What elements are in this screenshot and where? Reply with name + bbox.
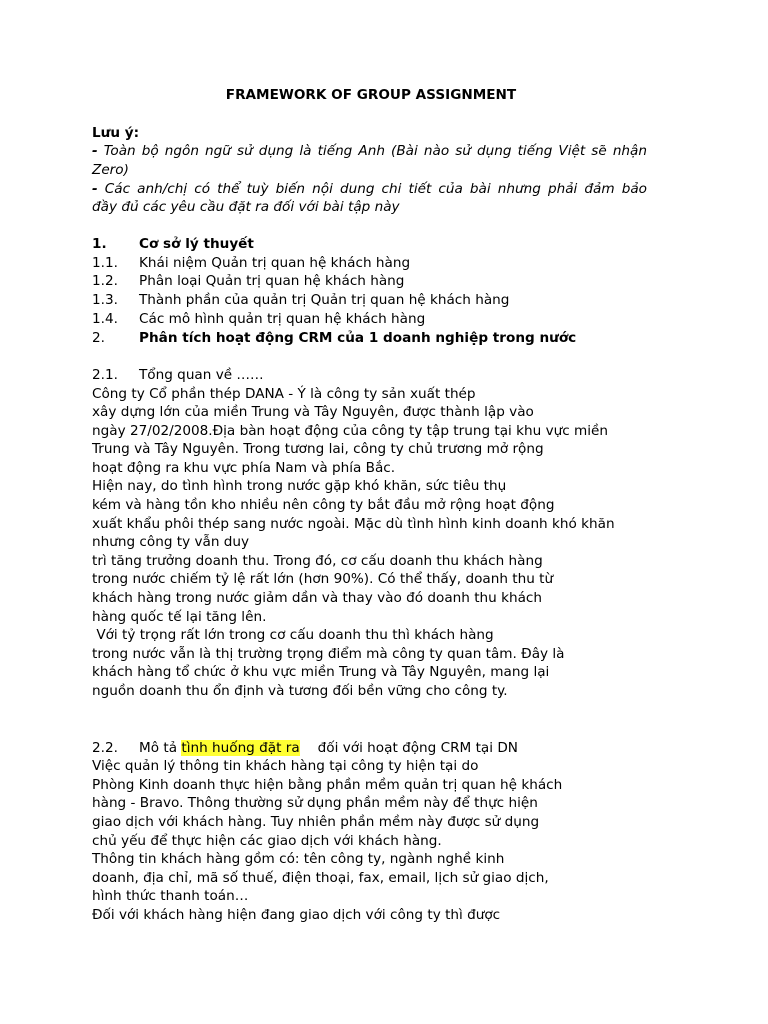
paragraph-line: doanh, địa chỉ, mã số thuế, điện thoại, fax, email, lịch sử giao dịch, (92, 870, 549, 886)
section-2-1-number: 2.1. (92, 367, 118, 383)
paragraph-line: trong nước vẫn là thị trường trọng điểm mà công ty quan tâm. Đây là (92, 646, 565, 662)
section-2-heading (92, 329, 576, 347)
paragraph-line: hình thức thanh toán… (92, 888, 249, 904)
note-line-2-text: Các anh/chị có thể tuỳ biến nội dung chi tiết của bài nhưng phải đảm bảo (104, 181, 647, 197)
section-1-1-text: Khái niệm Quản trị quan hệ khách hàng (139, 255, 411, 271)
section-2-2-number: 2.2. (92, 740, 118, 756)
section-1-number: 1. (92, 236, 107, 252)
paragraph-line: Công ty Cổ phần thép DANA - Ý là công ty sản xuất thép (92, 386, 476, 402)
section-1-heading (92, 235, 254, 253)
highlighted-phrase: tình huống đặt ra (181, 740, 300, 756)
paragraph-line: khách hàng trong nước giảm dần và thay vào đó doanh thu khách (92, 590, 543, 606)
document-title: FRAMEWORK OF GROUP ASSIGNMENT (225, 87, 517, 103)
section-1-2-number: 1.2. (92, 273, 118, 289)
note-label: Lưu ý: (92, 125, 140, 141)
paragraph-line: Đối với khách hàng hiện đang giao dịch với công ty thì được (92, 907, 501, 923)
note-dash-1: - (92, 143, 98, 159)
note-line-2 (92, 180, 647, 198)
paragraph-line: chủ yếu để thực hiện các giao dịch với khách hàng. (92, 833, 442, 849)
paragraph-line: hàng quốc tế lại tăng lên. (92, 609, 267, 625)
note-line-2-cont: đầy đủ các yêu cầu đặt ra đối với bài tập này (92, 199, 400, 215)
paragraph-line: giao dịch với khách hàng. Tuy nhiên phần mềm này được sử dụng (92, 814, 540, 830)
paragraph-line: kém và hàng tồn kho nhiều nên công ty bắt đầu mở rộng hoạt động (92, 497, 555, 513)
section-1-1 (92, 254, 410, 272)
note-dash-2: - (92, 181, 98, 197)
paragraph-line: Với tỷ trọng rất lớn trong cơ cấu doanh thu thì khách hàng (92, 627, 494, 643)
paragraph-line: hoạt động ra khu vực phía Nam và phía Bắc. (92, 460, 396, 476)
paragraph-line: xây dựng lớn của miền Trung và Tây Nguyên, được thành lập vào (92, 404, 534, 420)
section-2-2-prefix: Mô tả (139, 740, 178, 756)
paragraph-line: Trung và Tây Nguyên. Trong tương lai, công ty chủ trương mở rộng (92, 441, 544, 457)
paragraph-line: Phòng Kinh doanh thực hiện bằng phần mềm quản trị quan hệ khách (92, 777, 563, 793)
section-1-4-text: Các mô hình quản trị quan hệ khách hàng (139, 311, 426, 327)
section-1-3 (92, 291, 509, 309)
paragraph-line: Thông tin khách hàng gồm có: tên công ty, ngành nghề kinh (92, 851, 505, 867)
note-line-1 (92, 142, 647, 160)
section-2-title: Phân tích hoạt động CRM của 1 doanh nghiệp trong nước (139, 330, 577, 346)
section-2-2-suffix: đối với hoạt động CRM tại DN (317, 740, 518, 756)
section-1-2 (92, 272, 404, 290)
paragraph-line: khách hàng tổ chức ở khu vực miền Trung và Tây Nguyên, mang lại (92, 664, 550, 680)
paragraph-line: nhưng công ty vẫn duy (92, 534, 250, 550)
paragraph-line: nguồn doanh thu ổn định và tương đối bền vững cho công ty. (92, 683, 508, 699)
section-1-title: Cơ sở lý thuyết (139, 236, 254, 252)
note-line-1-cont: Zero) (92, 162, 129, 178)
section-1-3-number: 1.3. (92, 292, 118, 308)
paragraph-line: trì tăng trưởng doanh thu. Trong đó, cơ cấu doanh thu khách hàng (92, 553, 543, 569)
paragraph-line: Việc quản lý thông tin khách hàng tại công ty hiện tại do (92, 758, 479, 774)
section-1-1-number: 1.1. (92, 255, 118, 271)
section-2-number: 2. (92, 330, 105, 346)
section-1-3-text: Thành phần của quản trị Quản trị quan hệ khách hàng (139, 292, 510, 308)
section-2-2-heading (92, 739, 518, 757)
paragraph-line: trong nước chiếm tỷ lệ rất lớn (hơn 90%). Có thể thấy, doanh thu từ (92, 571, 554, 587)
paragraph-line: ngày 27/02/2008.Địa bàn hoạt động của công ty tập trung tại khu vực miền (92, 423, 609, 439)
section-1-2-text: Phân loại Quản trị quan hệ khách hàng (139, 273, 405, 289)
section-2-1-title: Tổng quan về …… (139, 367, 264, 383)
section-1-4 (92, 310, 425, 328)
section-1-4-number: 1.4. (92, 311, 118, 327)
paragraph-line: hàng - Bravo. Thông thường sử dụng phần mềm này để thực hiện (92, 795, 538, 811)
section-2-1-heading (92, 366, 264, 384)
paragraph-line: Hiện nay, do tình hình trong nước gặp khó khăn, sức tiêu thụ (92, 478, 507, 494)
note-line-1-text: Toàn bộ ngôn ngữ sử dụng là tiếng Anh (Bài nào sử dụng tiếng Việt sẽ nhận (103, 143, 647, 159)
paragraph-line: xuất khẩu phôi thép sang nước ngoài. Mặc dù tình hình kinh doanh khó khăn (92, 516, 615, 532)
